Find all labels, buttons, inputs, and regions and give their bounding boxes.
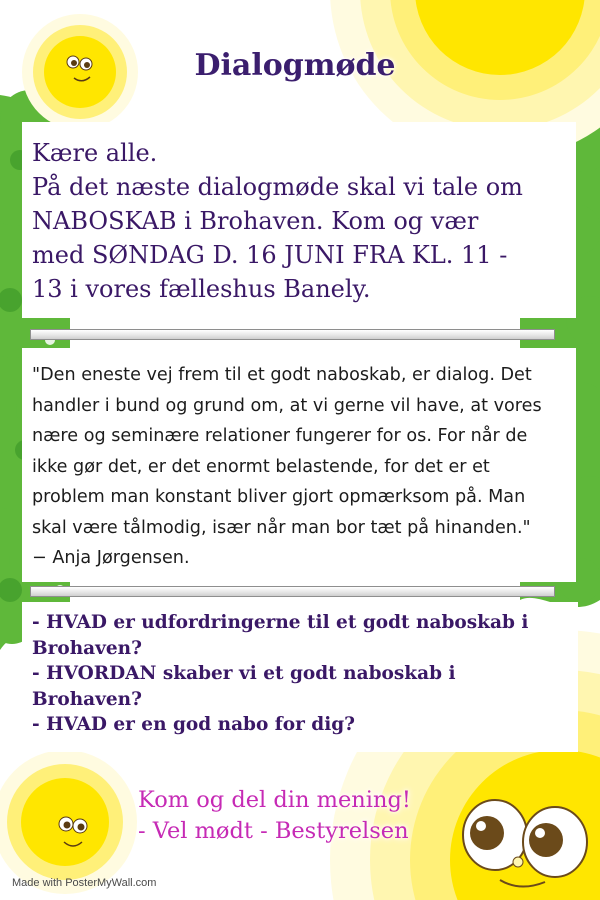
closing-line: - Vel mødt - Bestyrelsen (138, 818, 409, 844)
quote-line: handler i bund og grund om, at vi gerne vil have, at vores (32, 395, 542, 416)
question-line: - HVAD er udfordringerne til et godt naboskab i (32, 612, 529, 633)
question-line: - HVAD er en god nabo for dig? (32, 714, 356, 735)
quote-line: nære og seminære relationer fungerer for os. For når de (32, 426, 528, 446)
question-line: - HVORDAN skaber vi et godt naboskab i (32, 663, 456, 684)
question-line: Brohaven? (32, 637, 142, 659)
closing-message (138, 785, 468, 847)
quote-line: problem man konstant bliver gjort opmærksom på. Man (32, 487, 526, 507)
invitation-line: 13 i vores fælleshus Banely. (32, 275, 371, 303)
closing-line: Kom og del din mening! (138, 787, 411, 813)
quote-line: "Den eneste vej frem til et godt naboskab, er dialog. Det (32, 365, 532, 385)
invitation-line: På det næste dialogmøde skal vi tale om (32, 173, 523, 201)
questions-box (22, 602, 578, 752)
credit-text: Made with PosterMyWall.com (12, 877, 157, 889)
quote-line: skal være tålmodig, især når man bor tæt på hinanden." (32, 517, 531, 538)
invitation-line: med SØNDAG D. 16 JUNI FRA KL. 11 - (32, 241, 508, 269)
invitation-line: Kære alle. (32, 139, 158, 167)
sun-face-icon-bottom (0, 750, 137, 894)
quote-line: ikke gør det, er det enormt belastende, for det er et (32, 456, 490, 477)
invitation-box (22, 122, 576, 318)
quote-attribution: − Anja Jørgensen. (32, 548, 190, 568)
poster-title: Dialogmøde (194, 48, 396, 83)
divider-bar (30, 329, 555, 340)
quote-box (22, 348, 576, 582)
invitation-line: NABOSKAB i Brohaven. Kom og vær (32, 207, 479, 235)
question-line: Brohaven? (32, 688, 142, 710)
divider-bar (30, 586, 555, 597)
